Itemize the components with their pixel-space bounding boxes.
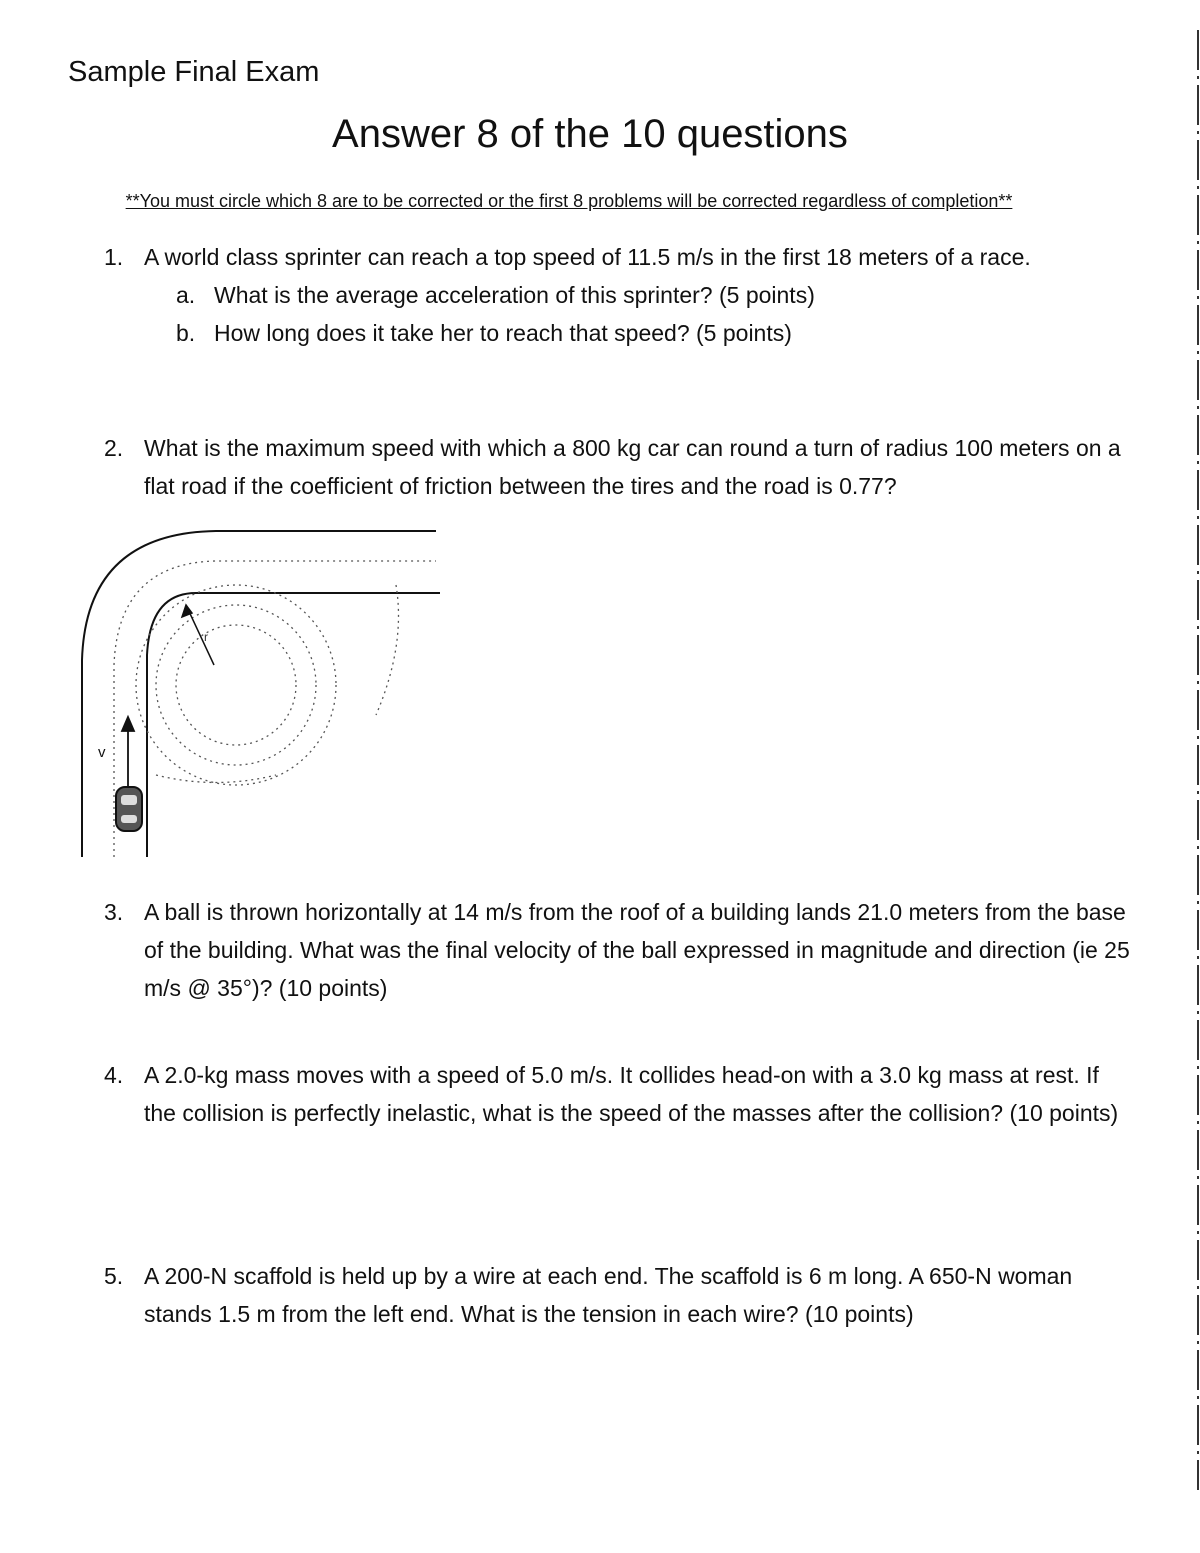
question-number: 1. [104,244,124,270]
turn-arc-extra [376,585,399,715]
car-icon [116,787,142,831]
question-text: A 200-N scaffold is held up by a wire at each end. The scaffold is 6 m long. A 650-N woman stands 1.5 m from the left end. What is the tension in each wire? (10 points) [144,1263,1073,1327]
question-1a [176,276,1076,314]
radius-label: r [204,630,208,644]
question-text: A world class sprinter can reach a top speed of 11.5 m/s in the first 18 meters of a race. [144,244,1031,270]
velocity-arrowhead [122,717,134,731]
part-label: a. [176,282,196,308]
turn-circle-middle [156,605,316,765]
question-number: 2. [104,435,124,461]
question-text: A ball is thrown horizontally at 14 m/s from the roof of a building lands 21.0 meters from the base of the building. What was the final velocity of the ball expressed in magnitude and direction (ie 25 m/s @ 35°)? (10 points) [144,899,1130,1001]
part-label: b. [176,320,196,346]
question-3 [104,893,1134,1007]
question-number: 5. [104,1263,124,1289]
question-number: 3. [104,899,124,925]
turn-arc-lower [156,775,276,783]
scan-edge-line [1196,30,1200,1490]
road-turn-diagram [76,525,456,860]
question-1 [104,238,1134,276]
question-text: What is the maximum speed with which a 800 kg car can round a turn of radius 100 meters on a flat road if the coefficient of friction between the tires and the road is 0.77? [144,435,1121,499]
turn-circle-outer [136,585,336,785]
page-header: Sample Final Exam [68,56,320,88]
question-text: A 2.0-kg mass moves with a speed of 5.0 m/s. It collides head-on with a 3.0 kg mass at rest. If the collision is perfectly inelastic, what is the speed of the masses after the collision? (10 points) [144,1062,1119,1126]
part-text: What is the average acceleration of this sprinter? (5 points) [214,282,815,308]
question-2 [104,429,1134,505]
question-5 [104,1257,1134,1333]
page-title: Answer 8 of the 10 questions [332,112,848,156]
instructions: **You must circle which 8 are to be corrected or the first 8 problems will be corrected regardless of completion** [125,191,1013,211]
question-number: 4. [104,1062,124,1088]
question-1b [176,314,1076,352]
question-4 [104,1056,1134,1132]
turn-circle-inner [176,625,296,745]
part-text: How long does it take her to reach that speed? (5 points) [214,320,792,346]
velocity-label: v [98,744,106,761]
